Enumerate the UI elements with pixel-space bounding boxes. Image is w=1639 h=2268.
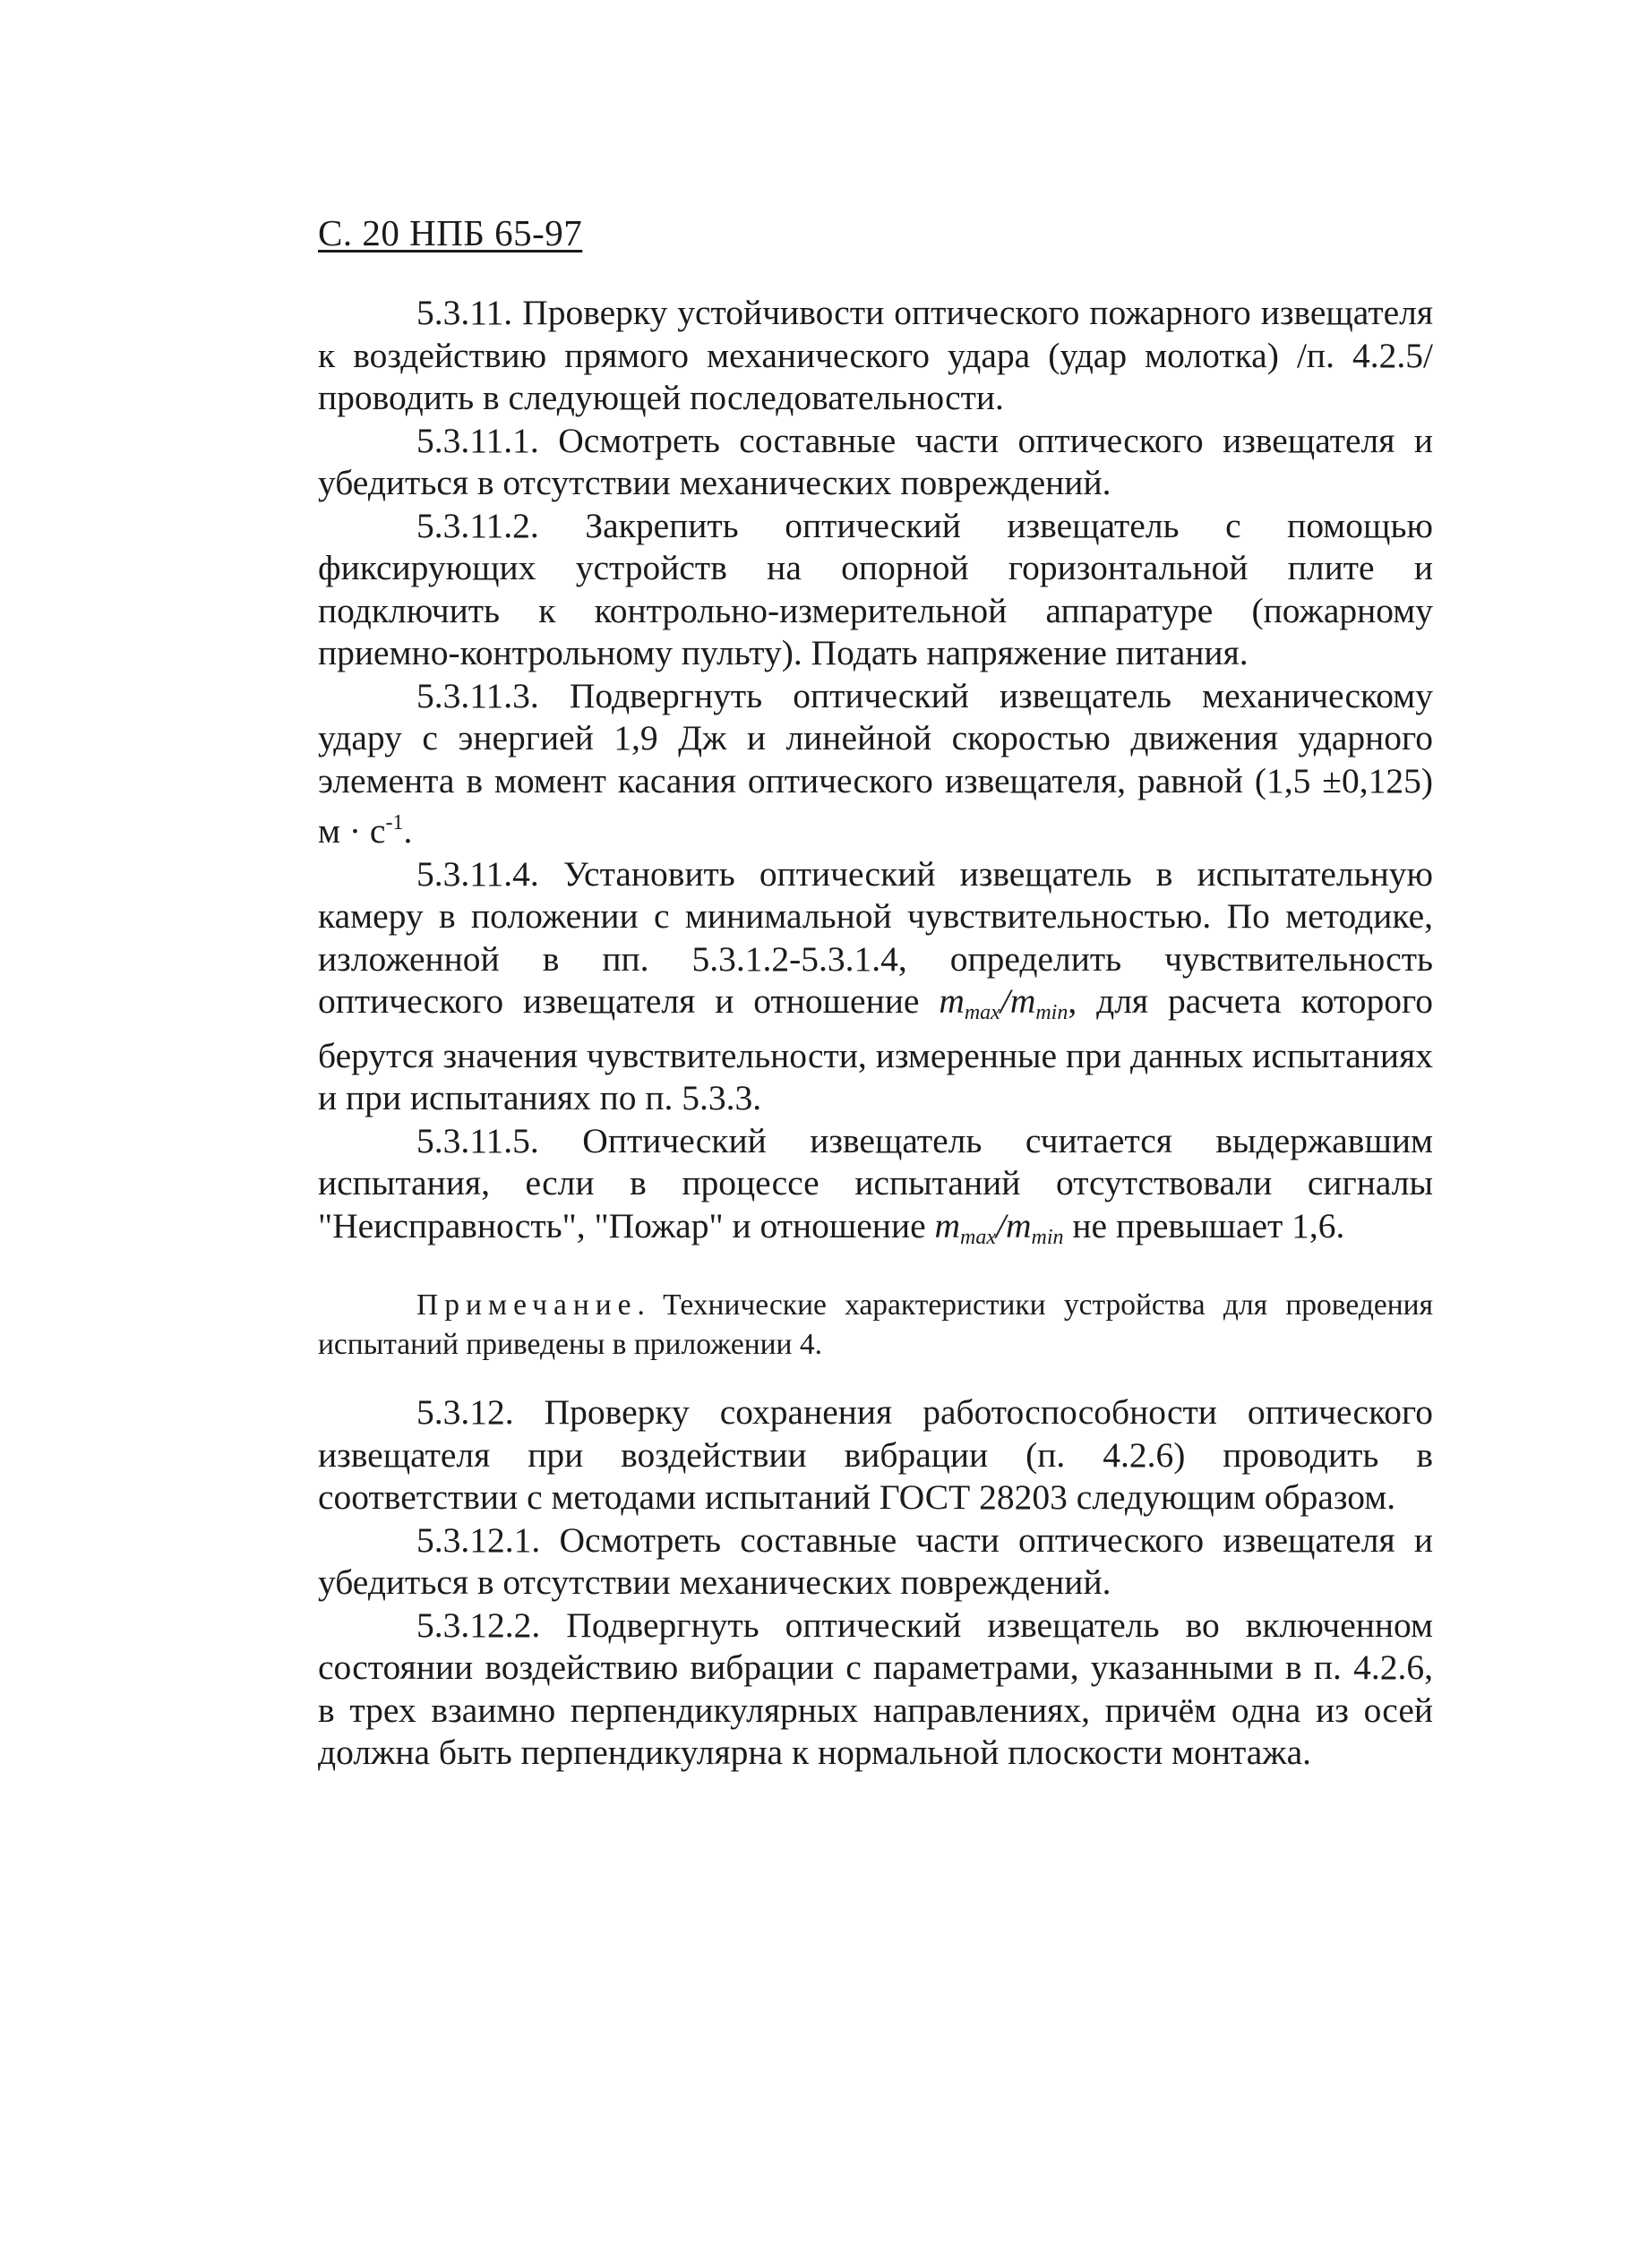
math-slash: / [1000,981,1010,1021]
note-label: Примечание [416,1288,638,1322]
paragraph-5-3-11-3 [318,675,1433,853]
note-text: . Технические характеристики устройства для проведения испытаний приведены в приложении 4. [318,1288,1433,1361]
paragraph-5-3-11-1: 5.3.11.1. Осмотреть составные части оптического извещателя и убедиться в отсутствии механических повреждений. [318,420,1433,502]
paragraph-5-3-11-5 [318,1120,1433,1260]
paragraph-5-3-11-2: 5.3.11.2. Закрепить оптический извещатель с помощью фиксирующих устройств на опорной горизонтальной плите и подключить к контрольно-измерительной аппаратуре (пожарному приемно-контрольному пульту). Подать напряжение питания. [318,505,1433,672]
math-m-max: $m_{max}$ [934,1205,997,1249]
paragraph-text: 5.3.11.4. Установить оптический извещатель в испытательную камеру в положении с минимальной чувствительностью. По методике, изложенной в пп. 5.3.1.2-5.3.1.4, определить чувствительность оптического извещателя и отношение [318,853,1433,1021]
math-m-min: $m_{min}$ [1006,1205,1064,1249]
math-slash: / [996,1205,1006,1245]
paragraph-text-end: , для расчета которого берутся значения чувствительности, измеренные при данных испытаниях и при испытаниях по п. 5.3.3. [318,981,1433,1117]
paragraph-text: 5.3.11.5. Оптический извещатель считается выдержавшим испытания, если в процессе испытаний отсутствовали сигналы "Неисправность", "Пожар" и отношение [318,1120,1433,1245]
math-m-max: $m_{max}$ [939,981,1000,1024]
paragraph-5-3-11-4 [318,853,1433,1120]
document-page [318,208,1433,1775]
page-header: С. 20 НПБ 65-97 [318,212,583,253]
paragraph-5-3-12-2: 5.3.12.2. Подвергнуть оптический извещатель во включенном состоянии воздействию вибрации с параметрами, указанными в п. 4.2.6, в трех взаимно перпендикулярных направлениях, причём одна из осей должна быть перпендикулярна к нормальной плоскости монтажа. [318,1605,1433,1772]
paragraph-text-end: не превышает 1,6. [1063,1205,1345,1245]
superscript-exponent: -1 [385,811,404,834]
note [318,1286,1433,1365]
math-m-min: $m_{min}$ [1009,981,1068,1024]
paragraph-5-3-12-1: 5.3.12.1. Осмотреть составные части оптического извещателя и убедиться в отсутствии механических повреждений. [318,1519,1433,1602]
paragraph-text: 5.3.11.3. Подвергнуть оптический извещатель механическому удару с энергией 1,9 Дж и линейной скоростью движения ударного элемента в момент касания оптического извещателя, равной (1,5 ±0,125) м · с [318,675,1433,851]
paragraph-text-end: . [403,811,413,851]
paragraph-5-3-11: 5.3.11. Проверку устойчивости оптического пожарного извещателя к воздействию прямого механического удара (удар молотка) /п. 4.2.5/ проводить в следующей последовательности. [318,293,1433,417]
paragraph-5-3-12: 5.3.12. Проверку сохранения работоспособности оптического извещателя при воздействии вибрации (п. 4.2.6) проводить в соответствии с методами испытаний ГОСТ 28203 следующим образом. [318,1392,1433,1517]
